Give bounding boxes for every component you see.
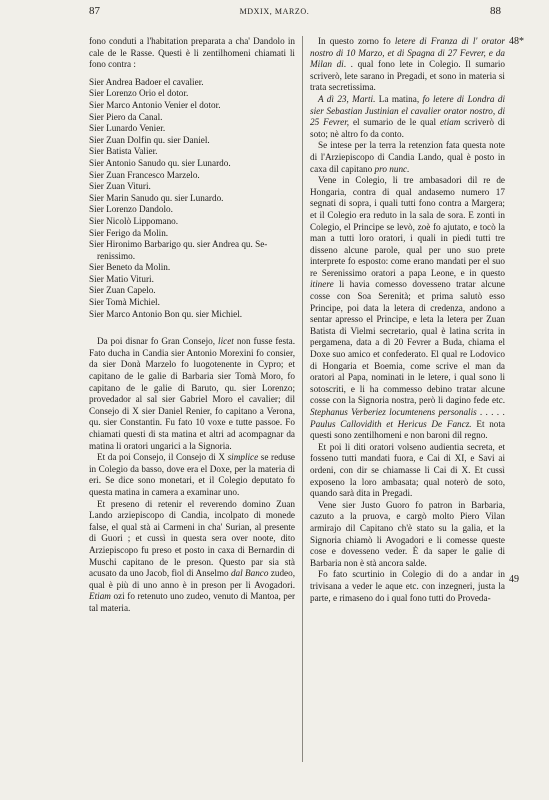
paragraph-guoro: Vene sier Justo Guoro fo patron in Barbaria, cazuto a la pruova, e cargò molto Piero Vilan armirajo dil Capitano ch'è stato su la galia, et la Signoria chiamò li Avogadori e li comesse queste cose e dovesseno veder. È da saper le galie di Barbaria non è stà ancora salde. bbox=[310, 499, 505, 568]
text-run: se reduse in Colegio da basso, dove era el Doxe, per la materia di eri. Se dice sono monetari, et il Colegio deputato fo questa matina in camera a examinar uno. bbox=[89, 452, 296, 497]
paragraph-retenzion bbox=[310, 140, 505, 175]
list-item: Sier Antonio Sanudo qu. sier Lunardo. bbox=[89, 157, 231, 168]
paragraph-letere bbox=[310, 36, 505, 94]
italic-text: Stephanus Verberiez locumtenens personalis . . . . . Paulus Callovidith et Hericus De Fancz. bbox=[310, 407, 505, 429]
paragraph-consejo-x bbox=[89, 452, 295, 498]
list-item: Sier Tomà Michiel. bbox=[89, 297, 160, 308]
page-number-left: 87 bbox=[89, 5, 100, 17]
names-list bbox=[89, 77, 295, 320]
list-item: Sier Zuan Francesco Marzelo. bbox=[89, 169, 200, 180]
list-item: Sier Hironimo Barbarigo qu. sier Andrea qu. Se- bbox=[89, 239, 268, 250]
list-item: Sier Marco Antonio Bon qu. sier Michiel. bbox=[89, 308, 243, 319]
paragraph-audientia: Et poi li diti oratori volseno audientia secreta, et fosseno tutti mandati fuora, e Cai di XI, e Savi ai ordeni, con dir se chiamasse li Cai di X. Et cussì exposeno la loro ambasata; qual noterò de soto, quando sarà dita in Pregadi. bbox=[310, 441, 505, 499]
left-column bbox=[89, 36, 295, 615]
paragraph-ambasadori bbox=[310, 175, 505, 442]
list-item: Sier Nicolò Lippomano. bbox=[89, 215, 179, 226]
right-column bbox=[310, 36, 505, 604]
text-run: Se intese per la terra la retenzion fata questa note di l'Arziepiscopo di Candia Lando, qual è posto in caxa dil capitano bbox=[310, 140, 505, 174]
italic-text: simplice bbox=[227, 452, 259, 463]
margin-note: 48* bbox=[509, 36, 524, 47]
text-run: Et da poi Consejo, il Consejo di X bbox=[97, 452, 226, 463]
list-item: Sier Zuan Dolfin qu. sier Daniel. bbox=[89, 134, 210, 145]
text-run: non fusse festa. Fato ducha in Candia sier Antonio Morexini fo consier, da sier Donà Marzelo fo luogotenente in Cypro; et capitano de le galie di Barbaria sier Tomà Moro, fo capitano de le galie di Baruto, qu. sier Lorenzo; provedador al sal sier Gabriel Moro el cavalier; dil Consejo di X sier Daniel Renier, fo capitano a Verona, qu. sier Constantin. Fu fato 10 voxe e tutte passoe. Fo chiamati questi di sta matina et altri ad acompagnar da matina li oratori ungarici a la Signoria. bbox=[89, 336, 296, 451]
list-item: Sier Zuan Vituri. bbox=[89, 181, 151, 192]
paragraph-arziepiscopo bbox=[89, 499, 295, 615]
list-item-continuation: renissimo. bbox=[97, 250, 136, 261]
margin-note: 49 bbox=[509, 574, 519, 585]
list-item: Sier Marco Antonio Venier el dotor. bbox=[89, 99, 221, 110]
text-run: Et nota questi sono zentilhomeni e non baroni dil regno. bbox=[310, 418, 506, 441]
list-item: Sier Andrea Badoer el cavalier. bbox=[89, 76, 204, 87]
list-item: Sier Lunardo Venier. bbox=[89, 123, 166, 134]
list-item: Sier Matio Vituri. bbox=[89, 273, 154, 284]
list-item: Sier Marin Sanudo qu. sier Lunardo. bbox=[89, 192, 224, 203]
list-item: Sier Lorenzo Orio el dotor. bbox=[89, 88, 189, 99]
list-item: Sier Batista Valier. bbox=[89, 146, 158, 157]
intro-paragraph: fono conduti a l'habitation preparata a cha' Dandolo in cale de le Rasse. Questi è li zentilhomeni chiamati li fono contra : bbox=[89, 36, 295, 70]
text-run: scriverò di soto; nè altro fo da conto. bbox=[310, 117, 506, 139]
paragraph-gran-consejo bbox=[89, 336, 295, 452]
paragraph-dated-entry bbox=[310, 94, 505, 140]
italic-text: pro nunc. bbox=[374, 163, 410, 174]
page-header bbox=[0, 3, 549, 19]
italic-text: licet bbox=[218, 336, 234, 347]
italic-text: itinere bbox=[310, 279, 334, 290]
paragraph-scurtinio: Fo fato scurtinio in Colegio di do a andar in trivisana a veder le aque etc. con inzegneri, justa la parte, e rimaseno do i qual fono tutti do Proveda- bbox=[310, 569, 505, 603]
text-run: . . qual fono lete in Colegio. Il sumario scriverò, lete sarano in Pregadi, et sono in materia si trata secretissima. bbox=[310, 59, 506, 93]
italic-text: etiam bbox=[439, 117, 461, 128]
list-item: Sier Piero da Canal. bbox=[89, 111, 163, 122]
column-divider bbox=[302, 36, 303, 762]
italic-text: letere di Franza di l' orator nostro di 10 Marzo, et di Spagna di 27 Fevrer, e da Milan di bbox=[310, 36, 505, 70]
running-title: MDXIX, MARZO. bbox=[239, 7, 310, 16]
text-run: li havia comesso dovesseno tratar alcune cosse con Soa Serenità; et prima salutò esso Principe, poi data la letera di credenza, andono a sentar apresso el Principe, e leta la letera per Zuan Batista di Vielmi secretario, qual è latina scrita in pergamena, data a dì 20 Fevrer a Buda, chiama el Doxe suo amico et confederato. El qual re Lodovico di Hongaria et Boemia, come scrive el man da oratori al Papa, nominati in le letere, i qual sono li sotoscriti, e li ha commesso debino tratar alcune cosse con la Signoria nostra, però li dagino fede etc. bbox=[310, 279, 505, 406]
list-item: Sier Lorenzo Dandolo. bbox=[89, 204, 173, 215]
page-number-right: 88 bbox=[490, 5, 501, 17]
italic-text: A dì 23, Marti. bbox=[318, 93, 376, 104]
text-run: Da poi disnar fo Gran Consejo, bbox=[97, 336, 216, 347]
text-run: el sumario de le qual bbox=[352, 117, 437, 128]
list-item: Sier Beneto da Molin. bbox=[89, 262, 171, 273]
list-item: Sier Ferigo da Molin. bbox=[89, 227, 169, 238]
text-run: ozi fo retenuto uno zudeo, venuto di Mantoa, per tal materia. bbox=[89, 591, 296, 613]
italic-text: fo letere di Londra di sier Sebastian Justinian el cavalier orator nostro, di 25 Fevrer, bbox=[310, 93, 506, 128]
italic-text: dal Banco bbox=[230, 568, 269, 579]
text-run: In questo zorno fo bbox=[318, 36, 391, 46]
list-item: Sier Zuan Capelo. bbox=[89, 285, 156, 296]
text-run: Vene in Colegio, li tre ambasadori dil re de Hongaria, contra di qual andasemo numero 17 segnati di sopra, i quali tutti fono contra a Margera; et il Colegio era reduto in la sala de sora. E zonti in Colegio, el Principe se levò, zoè fo ajutato, e tocò la man a tutti loro oratori, i quali in piedi tutti tre disseno alcune parole, qual per uno suo prete interprete fo esposto: come erano mandati per el suo re Serenissimo oratori a papa Leone, e in questo bbox=[310, 175, 505, 278]
italic-text: Etiam bbox=[89, 591, 111, 602]
text-run: Et preseno di retenir el reverendo domino Zuan Lando arziepiscopo di Candia, incolpato di monede false, el qual stà ai Carmeni in cha' Surian, al presente di Guori ; et cussì in questa sera over noote, dito Arziepiscopo fu preso et posto in caxa di Bernardin di Muschi capitano de le preson. Questo par sia stà acusato da uno Jacob, fiol di Anselmo bbox=[89, 498, 295, 579]
text-run: La matina, bbox=[378, 93, 420, 104]
text-run: zudeo, qual è più di uno anno è in preson per li Avogadori. bbox=[89, 568, 296, 590]
